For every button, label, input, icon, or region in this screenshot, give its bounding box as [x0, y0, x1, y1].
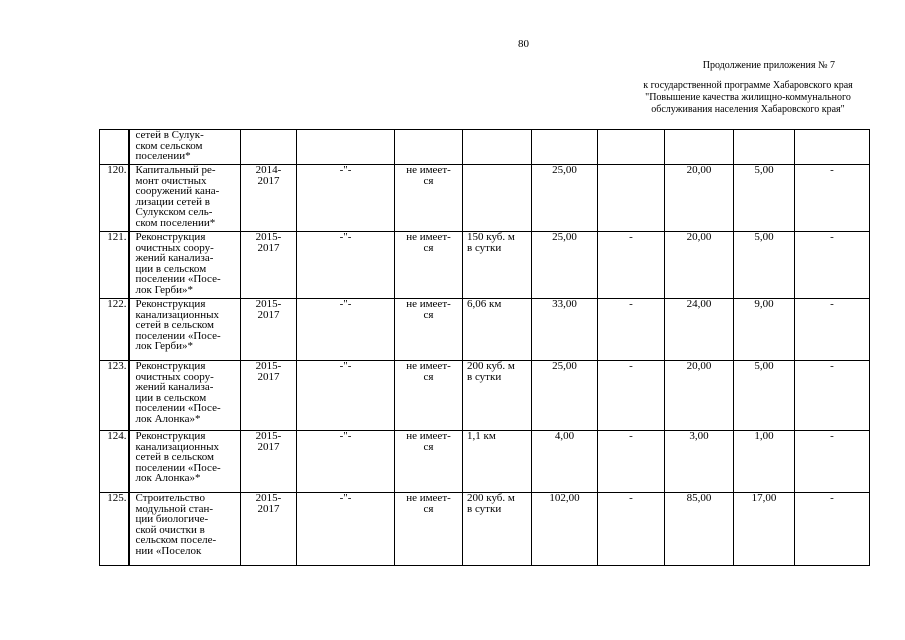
implementation-years-text: 2017: [257, 174, 280, 187]
appendix-continuation: Продолжение приложения № 7: [702, 60, 835, 71]
capacity-cell: [463, 299, 532, 361]
funding-col-5-cell: [795, 493, 870, 566]
funding-col-3-text: 3,00: [689, 430, 709, 442]
availability-status-text: ся: [423, 308, 434, 321]
measure-name-text: Реконструкция: [135, 231, 206, 243]
funding-col-3-cell: [665, 165, 734, 232]
executor-text: -"-: [339, 231, 352, 243]
implementation-years-cell: [241, 165, 297, 232]
measure-name-text: Строительство: [135, 492, 206, 504]
implementation-years-text: 2015-: [255, 430, 282, 442]
measure-name-text: монт очистных: [135, 174, 207, 187]
funding-col-3-text: 24,00: [686, 298, 712, 310]
funding-col-3-cell: [665, 232, 734, 299]
measure-name-text: очистных соору-: [135, 370, 214, 383]
funding-col-4-text: 17,00: [751, 492, 777, 504]
funding-col-2-cell: [598, 299, 665, 361]
measure-name-text: канализационных: [135, 440, 219, 453]
capacity-cell: [463, 165, 532, 232]
availability-status-cell: [395, 165, 463, 232]
measure-name-text: модульной стан-: [135, 502, 214, 515]
measure-name-cell: [129, 299, 241, 361]
funding-col-3-cell: [665, 299, 734, 361]
implementation-years-cell: [241, 299, 297, 361]
funding-col-3-cell: [665, 361, 734, 431]
funding-col-2-cell: [598, 130, 665, 165]
measure-name-text: сетей в сельском: [135, 319, 214, 331]
capacity-text: 200 куб. м: [467, 360, 515, 372]
implementation-years-text: 2014-: [255, 164, 282, 176]
page-number: 80: [518, 38, 529, 50]
implementation-years-cell: [241, 493, 297, 566]
row-number-cell: [100, 493, 129, 566]
funding-col-3-text: 85,00: [686, 492, 712, 504]
funding-col-4-cell: [734, 431, 795, 493]
measure-name-cell: [129, 493, 241, 566]
capacity-text: в сутки: [467, 502, 502, 515]
implementation-years-text: 2015-: [255, 360, 282, 372]
measure-name-text: лок Герби»*: [135, 283, 193, 296]
funding-col-3-text: 20,00: [686, 360, 712, 372]
availability-status-text: ся: [423, 174, 434, 187]
funding-total-text: 33,00: [552, 298, 577, 310]
measure-name-text: сельском поселе-: [135, 534, 217, 546]
row-number-text: 125.: [107, 492, 127, 504]
table-row: [100, 361, 870, 431]
funding-col-4-text: 5,00: [754, 164, 774, 176]
executor-text: -"-: [339, 164, 352, 176]
implementation-years-text: 2015-: [255, 231, 282, 243]
funding-col-5-text: -: [830, 164, 834, 176]
measure-name-text: Реконструкция: [135, 360, 206, 372]
row-number-text: 123.: [107, 360, 127, 372]
row-number-text: 122.: [107, 298, 127, 310]
availability-status-text: не имеет-: [406, 360, 451, 372]
capacity-cell: [463, 232, 532, 299]
row-number-text: 121.: [107, 231, 127, 243]
availability-status-text: ся: [423, 502, 434, 515]
funding-col-4-text: 1,00: [754, 430, 774, 442]
measure-name-text: ском сельском: [135, 139, 203, 152]
availability-status-text: ся: [423, 440, 434, 453]
measure-name-text: поселении «Посе-: [135, 402, 221, 414]
implementation-years-text: 2015-: [255, 298, 282, 310]
funding-col-3-cell: [665, 493, 734, 566]
availability-status-cell: [395, 130, 463, 165]
measure-name-text: канализационных: [135, 308, 219, 321]
capacity-cell: [463, 361, 532, 431]
measure-name-text: ции в сельском: [135, 391, 207, 404]
measure-name-text: очистных соору-: [135, 241, 214, 254]
measure-name-text: нии «Поселок: [135, 544, 202, 557]
availability-status-cell: [395, 431, 463, 493]
funding-total-cell: [532, 361, 598, 431]
measure-name-text: лок Алонка»*: [135, 412, 201, 425]
measure-name-text: Реконструкция: [135, 430, 206, 442]
funding-col-4-cell: [734, 299, 795, 361]
measure-name-text: поселении «Посе-: [135, 273, 221, 285]
header-line-1: к государственной программе Хабаровского края: [643, 80, 853, 91]
funding-col-2-cell: [598, 431, 665, 493]
table-row: [100, 130, 870, 165]
capacity-cell: [463, 493, 532, 566]
measure-name-text: Сулукском сель-: [135, 206, 213, 218]
funding-col-2-cell: [598, 165, 665, 232]
capacity-text: 1,1 км: [467, 430, 496, 442]
row-number-cell: [100, 232, 129, 299]
availability-status-cell: [395, 361, 463, 431]
availability-status-text: не имеет-: [406, 164, 451, 176]
implementation-years-cell: [241, 232, 297, 299]
row-number-cell: [100, 361, 129, 431]
table-row: [100, 232, 870, 299]
capacity-text: в сутки: [467, 370, 502, 383]
funding-col-4-cell: [734, 165, 795, 232]
funding-col-4-cell: [734, 130, 795, 165]
measure-name-cell: [129, 232, 241, 299]
executor-cell: [297, 431, 395, 493]
measure-name-cell: [129, 361, 241, 431]
table-row: [100, 431, 870, 493]
funding-col-2-cell: [598, 361, 665, 431]
measure-name-text: сетей в Сулук-: [135, 129, 204, 141]
header-line-2: "Повышение качества жилищно-коммунального: [645, 92, 851, 103]
availability-status-text: не имеет-: [406, 430, 451, 442]
measure-name-text: поселении «Посе-: [135, 461, 221, 474]
implementation-years-cell: [241, 361, 297, 431]
funding-col-2-text: -: [629, 231, 633, 243]
measure-name-text: лизации сетей в: [135, 195, 210, 208]
measure-name-text: лок Алонка»*: [135, 472, 201, 484]
measure-name-text: ции в сельском: [135, 262, 207, 275]
funding-col-4-cell: [734, 493, 795, 566]
capacity-cell: [463, 431, 532, 493]
funding-col-2-cell: [598, 232, 665, 299]
table-row: [100, 493, 870, 566]
funding-total-text: 102,00: [549, 492, 580, 504]
implementation-years-text: 2017: [257, 440, 280, 453]
funding-total-text: 4,00: [554, 430, 575, 442]
availability-status-text: не имеет-: [406, 231, 451, 243]
measure-name-text: жений канализа-: [135, 381, 214, 393]
availability-status-text: не имеет-: [406, 492, 451, 504]
executor-cell: [297, 299, 395, 361]
funding-col-3-cell: [665, 130, 734, 165]
funding-col-5-cell: [795, 165, 870, 232]
funding-col-3-cell: [665, 431, 734, 493]
funding-total-cell: [532, 299, 598, 361]
funding-col-5-text: -: [830, 492, 834, 504]
funding-total-cell: [532, 232, 598, 299]
funding-total-cell: [532, 431, 598, 493]
measure-name-text: Реконструкция: [135, 298, 206, 310]
capacity-text: в сутки: [467, 241, 502, 254]
row-number-cell: [100, 165, 129, 232]
measure-name-text: сетей в сельском: [135, 451, 214, 463]
header-line-3: обслуживания населения Хабаровского края": [651, 104, 845, 115]
funding-col-2-text: -: [629, 298, 633, 310]
funding-col-2-text: -: [629, 360, 633, 372]
capacity-text: 200 куб. м: [467, 492, 515, 504]
funding-col-5-text: -: [830, 298, 834, 310]
executor-text: -"-: [339, 360, 352, 372]
measure-name-cell: [129, 130, 241, 165]
funding-total-text: 25,00: [552, 360, 577, 372]
funding-total-cell: [532, 493, 598, 566]
executor-text: -"-: [339, 430, 352, 442]
funding-col-3-text: 20,00: [686, 164, 712, 176]
availability-status-text: ся: [423, 370, 434, 383]
executor-cell: [297, 493, 395, 566]
executor-text: -"-: [339, 492, 352, 504]
implementation-years-text: 2017: [257, 308, 280, 321]
measure-name-text: ской очистки в: [135, 523, 205, 536]
funding-col-4-text: 5,00: [754, 360, 774, 372]
funding-total-text: 25,00: [552, 231, 577, 243]
executor-cell: [297, 165, 395, 232]
implementation-years-cell: [241, 130, 297, 165]
measure-name-cell: [129, 431, 241, 493]
funding-total-cell: [532, 165, 598, 232]
funding-col-4-text: 9,00: [754, 298, 774, 310]
measure-name-text: жений канализа-: [135, 252, 214, 264]
funding-col-2-text: -: [629, 492, 633, 504]
measure-name-text: ции биологиче-: [135, 513, 209, 525]
row-number-text: 124.: [107, 430, 127, 442]
row-number-cell: [100, 431, 129, 493]
executor-cell: [297, 130, 395, 165]
measure-name-text: лок Герби»*: [135, 340, 193, 352]
funding-col-4-cell: [734, 361, 795, 431]
funding-col-5-text: -: [830, 360, 834, 372]
funding-col-2-cell: [598, 493, 665, 566]
funding-total-cell: [532, 130, 598, 165]
table-row: [100, 299, 870, 361]
funding-col-5-cell: [795, 232, 870, 299]
funding-col-5-text: -: [830, 430, 834, 442]
executor-cell: [297, 361, 395, 431]
availability-status-cell: [395, 299, 463, 361]
funding-col-5-cell: [795, 361, 870, 431]
measure-name-text: ском поселении*: [135, 216, 216, 229]
availability-status-text: не имеет-: [406, 298, 451, 310]
program-table: [99, 129, 870, 566]
measure-name-text: Капитальный ре-: [135, 164, 216, 176]
availability-status-cell: [395, 493, 463, 566]
table-row: [100, 165, 870, 232]
funding-col-5-text: -: [830, 231, 834, 243]
row-number-cell: [100, 299, 129, 361]
funding-col-4-text: 5,00: [754, 231, 774, 243]
implementation-years-text: 2017: [257, 241, 280, 254]
funding-col-5-cell: [795, 130, 870, 165]
measure-name-cell: [129, 165, 241, 232]
measure-name-text: сооружений кана-: [135, 185, 220, 197]
availability-status-text: ся: [423, 241, 434, 254]
measure-name-text: поселении «Посе-: [135, 329, 221, 342]
funding-col-2-text: -: [629, 430, 633, 442]
measure-name-text: поселении*: [135, 150, 191, 162]
funding-total-text: 25,00: [552, 164, 577, 176]
implementation-years-text: 2017: [257, 370, 280, 383]
funding-col-3-text: 20,00: [686, 231, 712, 243]
funding-col-5-cell: [795, 299, 870, 361]
implementation-years-cell: [241, 431, 297, 493]
availability-status-cell: [395, 232, 463, 299]
executor-text: -"-: [339, 298, 352, 310]
row-number-text: 120.: [107, 164, 127, 176]
capacity-cell: [463, 130, 532, 165]
executor-cell: [297, 232, 395, 299]
row-number-cell: [100, 130, 129, 165]
implementation-years-text: 2017: [257, 502, 280, 515]
funding-col-4-cell: [734, 232, 795, 299]
implementation-years-text: 2015-: [255, 492, 282, 504]
funding-col-5-cell: [795, 431, 870, 493]
capacity-text: 6,06 км: [467, 298, 502, 310]
capacity-text: 150 куб. м: [467, 231, 515, 243]
